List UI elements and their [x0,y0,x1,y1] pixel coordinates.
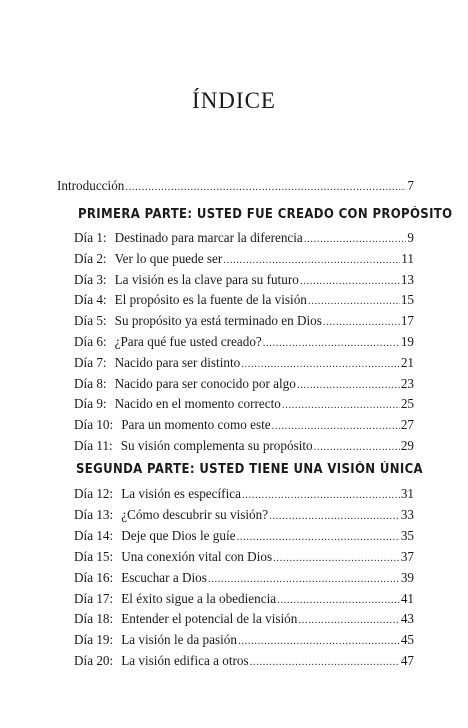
toc-entry[interactable] [74,631,414,649]
toc-entry-page: 31 [400,486,414,501]
leader-dots [125,178,406,196]
toc-entry-page: 47 [400,653,414,669]
toc-entry-page: 27 [400,417,414,433]
toc-entry-day: Día 1: [74,230,107,245]
toc-entry-page: 11 [401,250,414,266]
leader-dots [238,632,400,650]
leader-dots [272,417,400,435]
toc-entry-label: La visión es la clave para su futuro [114,271,299,287]
toc-entry-page: 21 [400,354,414,370]
toc-entry-page: 17 [400,313,414,329]
leader-dots [242,486,400,504]
toc-entry[interactable] [74,548,414,566]
toc-entry-day: Día 9: [74,396,107,412]
leader-dots [263,334,400,352]
toc-entry-day: Día 3: [74,271,107,287]
leader-dots [297,376,400,394]
toc-entry-label: Para un momento como este [121,417,271,433]
toc-entry-page: 19 [400,334,414,349]
toc-entry-page: 29 [400,438,414,453]
toc-entry-day: Día 6: [74,334,107,349]
toc-entry-page: 37 [400,548,414,564]
toc-entry-day: Día 2: [74,250,107,266]
toc-entry-page: 15 [400,292,414,308]
leader-dots [277,591,400,609]
toc-entry-day: Día 14: [74,527,114,543]
leader-dots [241,355,400,373]
toc-entry[interactable] [74,333,414,351]
toc-entry[interactable] [74,610,414,628]
toc-entry-page: 33 [400,506,414,522]
toc-entry[interactable] [74,485,414,503]
toc-entry-label: Nacido para ser distinto [114,354,241,370]
leader-dots [298,611,399,629]
toc-entry[interactable] [74,354,414,372]
toc-entry-page: 43 [400,611,414,627]
toc-entry-label: El éxito sigue a la obediencia [121,590,277,606]
leader-dots [273,549,400,567]
toc-entry-day: Día 19: [74,632,114,648]
leader-dots [269,507,400,525]
toc-entry[interactable] [74,416,414,434]
toc-entry-day: Día 20: [74,653,114,669]
toc-entry-label: Escuchar a Dios [121,569,207,585]
toc-entry-day: Día 13: [74,506,114,522]
toc-entry-label: Entender el potencial de la visión [121,611,298,627]
toc-entry-page: 23 [400,375,414,391]
toc-entry-day: Día 7: [74,354,107,370]
toc-entry[interactable] [74,506,414,524]
toc-entry-page: 35 [400,527,414,543]
toc-entry-page: 41 [400,590,414,606]
toc-entry[interactable] [74,271,414,289]
toc-entry-label: El propósito es la fuente de la visión [114,292,307,308]
toc-entry-day: Día 18: [74,611,114,627]
toc-entry-label: ¿Cómo descubrir su visión? [121,506,269,522]
toc-entry-label: Nacido para ser conocido por algo [114,375,296,391]
toc-entry-label: Deje que Dios le guíe [121,527,236,543]
toc-entry[interactable] [74,590,414,608]
toc-entry-day: Día 5: [74,313,107,329]
leader-dots [314,438,400,456]
toc-entry[interactable] [74,250,414,268]
toc-entry-label: La visión es específica [121,486,241,501]
toc-entry[interactable] [74,291,414,309]
toc-entry[interactable] [74,652,414,670]
toc-entry-day: Día 11: [74,438,113,453]
toc-entry-day: Día 8: [74,375,107,391]
toc-entry-day: Día 16: [74,569,114,585]
toc-entry-day: Día 4: [74,292,107,308]
leader-dots [282,396,400,414]
section-heading-part1: PRIMERA PARTE: USTED FUE CREADO CON PROPÓSITO [78,207,453,222]
toc-entry-label: Una conexión vital con Dios [121,548,273,564]
toc-entry-label: Ver lo que puede ser [114,250,223,266]
toc-entry-label: Su visión complementa su propósito [120,438,313,453]
page-title: ÍNDICE [192,88,276,113]
toc-entry[interactable] [74,527,414,545]
leader-dots [300,272,400,290]
leader-dots [304,230,407,248]
toc-entry-label: Destinado para marcar la diferencia [114,230,303,245]
leader-dots [308,292,400,310]
toc-entry-label: La visión le da pasión [121,632,237,648]
toc-entry-page: 45 [400,632,414,648]
toc-entry-label: ¿Para qué fue usted creado? [114,334,262,349]
toc-entry[interactable] [74,569,414,587]
toc-entry-label: Introducción [57,178,125,193]
toc-entry[interactable] [74,395,414,413]
toc-entry-day: Día 12: [74,486,114,501]
leader-dots [323,313,400,331]
toc-entry-label: La visión edifica a otros [121,653,249,669]
leader-dots [208,570,400,588]
leader-dots [223,251,400,269]
toc-entry-day: Día 15: [74,548,114,564]
toc-entry-page: 13 [400,271,414,287]
toc-entry[interactable] [74,229,414,247]
toc-entry-label: Su propósito ya está terminado en Dios [114,313,322,329]
leader-dots [236,528,399,546]
toc-entry-page: 9 [407,230,414,245]
toc-entry-page: 39 [400,569,414,585]
toc-entry-page: 7 [407,178,414,193]
toc-entry[interactable] [74,437,414,455]
toc-entry-page: 25 [400,396,414,412]
toc-entry-day: Día 10: [74,417,114,433]
section-heading-part2: SEGUNDA PARTE: USTED TIENE UNA VISIÓN ÚNICA [76,462,423,477]
toc-entry[interactable] [74,312,414,330]
toc-entry-label: Nacido en el momento correcto [114,396,281,412]
toc-entry-intro[interactable] [57,177,414,195]
toc-entry[interactable] [74,375,414,393]
leader-dots [250,653,400,671]
toc-entry-day: Día 17: [74,590,114,606]
